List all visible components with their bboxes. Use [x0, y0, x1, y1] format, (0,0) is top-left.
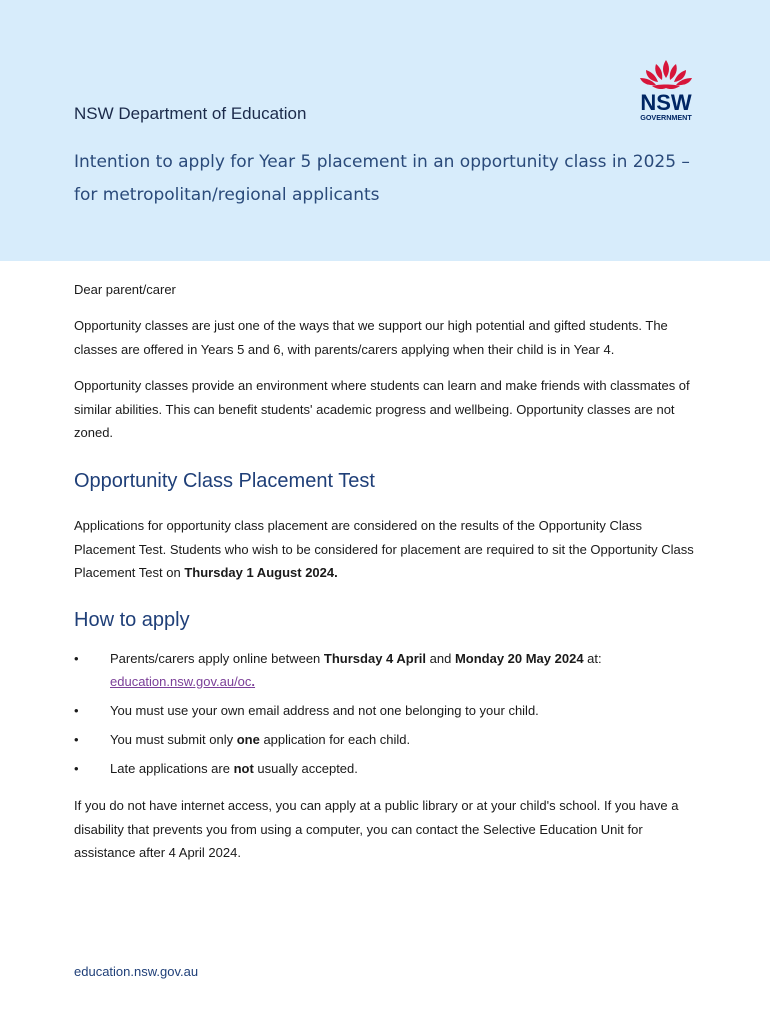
bullet-icon: •	[74, 761, 79, 776]
document-title: Intention to apply for Year 5 placement in an opportunity class in 2025 – for metropolitan/regional applicants	[74, 152, 690, 205]
section-heading-apply: How to apply	[74, 609, 190, 631]
test-paragraph	[74, 514, 704, 585]
list-item	[74, 757, 704, 780]
section-heading-test: Opportunity Class Placement Test	[74, 470, 375, 492]
department-name: NSW Department of Education	[74, 104, 307, 123]
bullet-text: at:	[583, 651, 602, 666]
salutation: Dear parent/carer	[74, 282, 176, 297]
bullet-emphasis: not	[233, 761, 254, 776]
intro-paragraph-2: Opportunity classes provide an environment where students can learn and make friends with classmates of similar abilities. This can benefit students' academic progress and wellbeing. Opportunity classes are not zoned.	[74, 378, 690, 440]
bullet-text: Late applications are	[110, 761, 234, 776]
bullet-text: usually accepted.	[253, 761, 358, 776]
list-item	[74, 647, 704, 693]
footer-url[interactable]: education.nsw.gov.au	[74, 964, 199, 979]
list-item	[74, 699, 704, 722]
intro-paragraph-1: Opportunity classes are just one of the ways that we support our high potential and gifted students. The classes are offered in Years 5 and 6, with parents/carers applying when their child is in Year 4.	[74, 318, 668, 357]
closing-paragraph: If you do not have internet access, you can apply at a public library or at your child's school. If you have a disability that prevents you from using a computer, you can contact the Selective Education Unit for assistance after 4 April 2024.	[74, 798, 679, 860]
link-period: .	[251, 674, 256, 689]
bullet-text: You must use your own email address and not one belonging to your child.	[110, 703, 539, 718]
list-item	[74, 728, 704, 751]
test-date: Thursday 1 August 2024.	[184, 565, 338, 580]
bullet-text: Parents/carers apply online between	[110, 651, 324, 666]
bullet-icon: •	[74, 732, 79, 747]
apply-close-date: Monday 20 May 2024	[454, 651, 584, 666]
bullet-text: and	[426, 651, 455, 666]
bullet-text: You must submit only	[110, 732, 237, 747]
bullet-emphasis: one	[236, 732, 260, 747]
bullet-icon: •	[74, 703, 79, 718]
nsw-government-logo	[632, 58, 700, 122]
header-banner	[0, 0, 770, 261]
bullet-text: application for each child.	[259, 732, 411, 747]
logo-government-text: GOVERNMENT	[640, 113, 692, 122]
application-link[interactable]: education.nsw.gov.au/oc	[110, 674, 252, 689]
bullet-icon: •	[74, 651, 79, 666]
apply-open-date: Thursday 4 April	[323, 651, 427, 666]
test-paragraph-text: Applications for opportunity class placement are considered on the results of the Opportunity Class Placement Test. Students who wish to be considered for placement are required to sit the Opportunity Class Placement Test on	[74, 518, 694, 580]
logo-nsw-text: NSW	[640, 90, 692, 115]
apply-bullet-list	[74, 647, 704, 786]
